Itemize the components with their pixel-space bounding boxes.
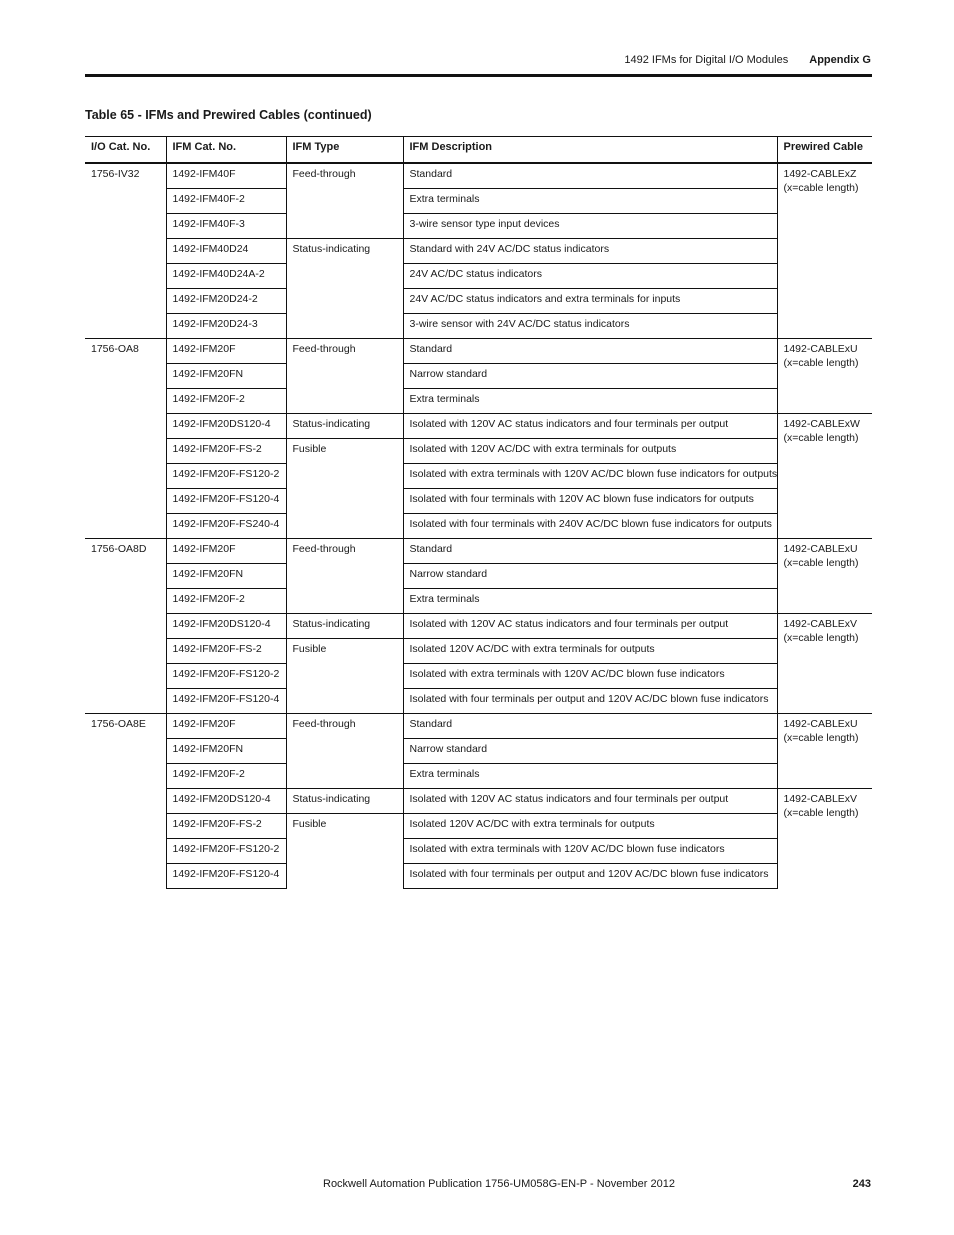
ifm-description-cell: Isolated with four terminals with 240V AC/DC blown fuse indicators for outputs	[403, 514, 777, 539]
prewired-cable-cell	[777, 614, 872, 714]
footer-publication: Rockwell Automation Publication 1756-UM058G-EN-P - November 2012	[323, 1178, 675, 1190]
table-body	[85, 163, 872, 889]
cable-cat-no: 1492-CABLExW	[783, 418, 860, 430]
ifm-description-cell: Isolated with extra terminals with 120V AC/DC blown fuse indicators	[403, 664, 777, 689]
table-row	[85, 264, 872, 289]
ifm-cat-cell: 1492-IFM20F-FS120-2	[166, 664, 286, 689]
ifm-cat-cell: 1492-IFM40D24A-2	[166, 264, 286, 289]
ifm-description-cell: 3-wire sensor type input devices	[403, 214, 777, 239]
ifm-cat-cell: 1492-IFM20DS120-4	[166, 614, 286, 639]
cable-cat-no: 1492-CABLExZ	[783, 168, 857, 180]
ifm-cable-table	[85, 136, 872, 889]
ifm-cat-cell: 1492-IFM20F-FS240-4	[166, 514, 286, 539]
ifm-type-cell: Feed-through	[286, 163, 403, 239]
cable-length-note: (x=cable length)	[783, 432, 859, 444]
cable-cat-no: 1492-CABLExV	[783, 618, 858, 630]
table-row	[85, 789, 872, 814]
ifm-description-cell: 24V AC/DC status indicators and extra terminals for inputs	[403, 289, 777, 314]
ifm-cat-cell: 1492-IFM20F-2	[166, 764, 286, 789]
prewired-cable-cell	[777, 539, 872, 614]
ifm-description-cell: Narrow standard	[403, 564, 777, 589]
table-row	[85, 514, 872, 539]
io-cat-cell: 1756-OA8E	[85, 714, 166, 889]
ifm-description-cell: Standard	[403, 714, 777, 739]
table-row	[85, 589, 872, 614]
table-row	[85, 664, 872, 689]
column-header-ifm-type: IFM Type	[286, 137, 403, 164]
table-row	[85, 539, 872, 564]
cable-cat-no: 1492-CABLExU	[783, 343, 858, 355]
header-appendix-label: Appendix G	[809, 54, 871, 66]
ifm-cat-cell: 1492-IFM40F	[166, 163, 286, 189]
cable-cat-no: 1492-CABLExU	[783, 543, 858, 555]
ifm-description-cell: Extra terminals	[403, 389, 777, 414]
table-row	[85, 314, 872, 339]
cable-length-note: (x=cable length)	[783, 557, 859, 569]
ifm-description-cell: Isolated 120V AC/DC with extra terminals for outputs	[403, 814, 777, 839]
cable-length-note: (x=cable length)	[783, 357, 859, 369]
ifm-cat-cell: 1492-IFM20F	[166, 339, 286, 364]
ifm-cat-cell: 1492-IFM20D24-2	[166, 289, 286, 314]
table-row	[85, 639, 872, 664]
ifm-cat-cell: 1492-IFM40D24	[166, 239, 286, 264]
table-row	[85, 439, 872, 464]
cable-length-note: (x=cable length)	[783, 182, 859, 194]
ifm-type-cell: Feed-through	[286, 714, 403, 789]
prewired-cable-cell	[777, 414, 872, 539]
table-row	[85, 189, 872, 214]
table-row	[85, 689, 872, 714]
ifm-type-cell: Fusible	[286, 439, 403, 539]
ifm-cat-cell: 1492-IFM20F-2	[166, 589, 286, 614]
ifm-description-cell: Isolated 120V AC/DC with extra terminals for outputs	[403, 639, 777, 664]
table-row	[85, 464, 872, 489]
column-header-io-cat: I/O Cat. No.	[85, 137, 166, 164]
table-row	[85, 564, 872, 589]
ifm-description-cell: Standard	[403, 539, 777, 564]
ifm-description-cell: Narrow standard	[403, 364, 777, 389]
ifm-description-cell: Isolated with four terminals per output and 120V AC/DC blown fuse indicators	[403, 864, 777, 889]
ifm-cat-cell: 1492-IFM20F-FS-2	[166, 814, 286, 839]
page-number: 243	[852, 1178, 871, 1190]
ifm-description-cell: Extra terminals	[403, 189, 777, 214]
ifm-description-cell: Standard	[403, 163, 777, 189]
ifm-description-cell: Narrow standard	[403, 739, 777, 764]
ifm-description-cell: Isolated with four terminals per output and 120V AC/DC blown fuse indicators	[403, 689, 777, 714]
ifm-cat-cell: 1492-IFM20FN	[166, 364, 286, 389]
header-section-title: 1492 IFMs for Digital I/O Modules	[624, 54, 789, 66]
table-row	[85, 764, 872, 789]
ifm-cat-cell: 1492-IFM20F-FS120-4	[166, 489, 286, 514]
ifm-cat-cell: 1492-IFM40F-3	[166, 214, 286, 239]
ifm-cat-cell: 1492-IFM20F-FS120-4	[166, 864, 286, 889]
ifm-description-cell: Extra terminals	[403, 589, 777, 614]
ifm-cat-cell: 1492-IFM20F	[166, 714, 286, 739]
ifm-cat-cell: 1492-IFM20F-2	[166, 389, 286, 414]
ifm-type-cell: Feed-through	[286, 539, 403, 614]
io-cat-cell: 1756-OA8D	[85, 539, 166, 714]
ifm-type-cell: Fusible	[286, 814, 403, 889]
ifm-description-cell: Isolated with 120V AC status indicators and four terminals per output	[403, 789, 777, 814]
table-row	[85, 614, 872, 639]
ifm-cat-cell: 1492-IFM20F-FS-2	[166, 639, 286, 664]
ifm-type-cell: Status-indicating	[286, 239, 403, 339]
table-row	[85, 739, 872, 764]
table-row	[85, 864, 872, 889]
ifm-description-cell: Isolated with extra terminals with 120V AC/DC blown fuse indicators for outputs	[403, 464, 777, 489]
column-header-ifm-cat: IFM Cat. No.	[166, 137, 286, 164]
cable-length-note: (x=cable length)	[783, 632, 859, 644]
ifm-description-cell: Standard	[403, 339, 777, 364]
ifm-cat-cell: 1492-IFM20DS120-4	[166, 414, 286, 439]
table-row	[85, 339, 872, 364]
prewired-cable-cell	[777, 714, 872, 789]
io-cat-cell: 1756-IV32	[85, 163, 166, 339]
ifm-cat-cell: 1492-IFM20F-FS120-4	[166, 689, 286, 714]
io-cat-cell: 1756-OA8	[85, 339, 166, 539]
ifm-cat-cell: 1492-IFM20D24-3	[166, 314, 286, 339]
ifm-type-cell: Status-indicating	[286, 789, 403, 814]
table-row	[85, 289, 872, 314]
ifm-description-cell: Isolated with 120V AC status indicators and four terminals per output	[403, 414, 777, 439]
table-row	[85, 239, 872, 264]
page-header	[85, 50, 871, 70]
ifm-cat-cell: 1492-IFM20DS120-4	[166, 789, 286, 814]
table-row	[85, 214, 872, 239]
ifm-cat-cell: 1492-IFM20F-FS120-2	[166, 839, 286, 864]
ifm-type-cell: Feed-through	[286, 339, 403, 414]
cable-length-note: (x=cable length)	[783, 732, 859, 744]
prewired-cable-cell	[777, 163, 872, 339]
prewired-cable-cell	[777, 789, 872, 889]
ifm-cat-cell: 1492-IFM40F-2	[166, 189, 286, 214]
table-row	[85, 364, 872, 389]
prewired-cable-cell	[777, 339, 872, 414]
column-header-prewired-cable: Prewired Cable	[777, 137, 872, 164]
ifm-description-cell: Isolated with four terminals with 120V AC blown fuse indicators for outputs	[403, 489, 777, 514]
ifm-description-cell: 24V AC/DC status indicators	[403, 264, 777, 289]
cable-length-note: (x=cable length)	[783, 807, 859, 819]
ifm-description-cell: Isolated with extra terminals with 120V AC/DC blown fuse indicators	[403, 839, 777, 864]
ifm-type-cell: Status-indicating	[286, 414, 403, 439]
ifm-cat-cell: 1492-IFM20F-FS-2	[166, 439, 286, 464]
table-row	[85, 839, 872, 864]
table-title: Table 65 - IFMs and Prewired Cables (continued)	[85, 108, 372, 122]
cable-cat-no: 1492-CABLExV	[783, 793, 858, 805]
table-row	[85, 163, 872, 189]
table-row	[85, 814, 872, 839]
ifm-cat-cell: 1492-IFM20F-FS120-2	[166, 464, 286, 489]
table-row	[85, 389, 872, 414]
ifm-type-cell: Status-indicating	[286, 614, 403, 639]
ifm-description-cell: 3-wire sensor with 24V AC/DC status indicators	[403, 314, 777, 339]
table-row	[85, 489, 872, 514]
table-row	[85, 714, 872, 739]
column-header-ifm-description: IFM Description	[403, 137, 777, 164]
ifm-cat-cell: 1492-IFM20FN	[166, 739, 286, 764]
ifm-description-cell: Extra terminals	[403, 764, 777, 789]
table-row	[85, 414, 872, 439]
header-divider	[85, 74, 872, 77]
ifm-description-cell: Standard with 24V AC/DC status indicators	[403, 239, 777, 264]
ifm-type-cell: Fusible	[286, 639, 403, 714]
table-header-row	[85, 137, 872, 164]
ifm-cat-cell: 1492-IFM20F	[166, 539, 286, 564]
cable-cat-no: 1492-CABLExU	[783, 718, 858, 730]
ifm-description-cell: Isolated with 120V AC status indicators and four terminals per output	[403, 614, 777, 639]
ifm-cat-cell: 1492-IFM20FN	[166, 564, 286, 589]
ifm-description-cell: Isolated with 120V AC/DC with extra terminals for outputs	[403, 439, 777, 464]
